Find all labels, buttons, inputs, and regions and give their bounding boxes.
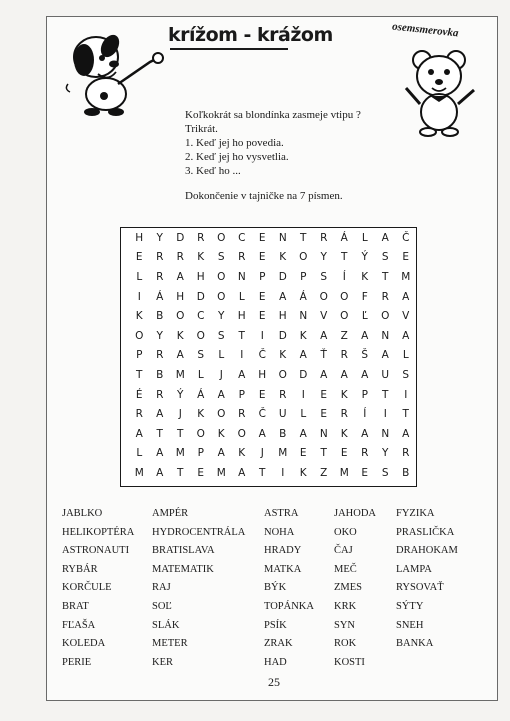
grid-letter: S: [381, 466, 389, 479]
grid-letter: Č: [402, 231, 410, 244]
word-item: KOSTI: [334, 656, 365, 668]
page-title: krížom - krážom: [168, 24, 333, 46]
word-item: SYN: [334, 619, 356, 631]
grid-letter: I: [404, 388, 408, 401]
grid-letter: A: [299, 427, 307, 440]
grid-letter: T: [177, 427, 184, 440]
word-column: [152, 505, 245, 672]
grid-letter: H: [176, 290, 185, 303]
grid-letter: E: [258, 251, 266, 264]
joke-line-2: 2. Keď jej ho vysvetlia.: [185, 151, 289, 163]
grid-letter: K: [238, 447, 246, 460]
grid-letter: O: [340, 310, 349, 323]
joke-question: Koľkokrát sa blondínka zasmeje vtipu ?: [185, 109, 361, 121]
grid-letter: I: [281, 466, 285, 479]
word-item: FYZIKA: [396, 508, 435, 519]
grid-letter: R: [361, 447, 369, 460]
grid-letter: A: [238, 466, 246, 479]
grid-letter: T: [156, 427, 163, 440]
grid-letter: O: [237, 427, 246, 440]
grid-letter: D: [278, 329, 287, 342]
grid-letter: A: [402, 427, 410, 440]
grid-letter: H: [278, 310, 287, 323]
grid-letter: H: [258, 368, 267, 381]
grid-letter: K: [197, 408, 205, 421]
grid-letter: K: [279, 349, 287, 362]
grid-letter: O: [196, 329, 205, 342]
grid-letter: M: [216, 466, 226, 479]
word-item: HAD: [264, 656, 287, 668]
word-item: LAMPA: [396, 563, 432, 575]
grid-letter: L: [197, 368, 204, 381]
dog-cartoon-icon: [58, 22, 168, 117]
grid-letter: E: [402, 251, 410, 264]
word-item: BÝK: [264, 582, 287, 594]
word-item: ROK: [334, 638, 357, 650]
word-item: FĽAŠA: [62, 619, 96, 631]
word-item: AMPÉR: [152, 508, 189, 519]
grid-letter: A: [238, 368, 246, 381]
word-item: SNEH: [396, 619, 424, 631]
word-item: KRK: [334, 600, 357, 612]
grid-letter: A: [258, 427, 266, 440]
grid-letter: T: [238, 329, 245, 342]
word-search-grid: [120, 227, 417, 487]
grid-letter: M: [339, 466, 349, 479]
grid-letter: H: [135, 231, 144, 244]
grid-letter: E: [258, 231, 266, 244]
grid-row: [121, 346, 416, 366]
grid-letter: A: [361, 427, 369, 440]
grid-letter: Ý: [361, 251, 368, 264]
grid-letter: Ť: [320, 349, 327, 362]
grid-letter: S: [320, 270, 328, 283]
grid-letter: E: [320, 388, 328, 401]
grid-letter: R: [340, 349, 348, 362]
grid-letter: T: [300, 231, 307, 244]
grid-letter: O: [381, 310, 390, 323]
grid-letter: R: [381, 290, 389, 303]
grid-letter: E: [258, 310, 266, 323]
grid-letter: O: [217, 231, 226, 244]
joke-line-1: 1. Keď jej ho povedia.: [185, 137, 284, 149]
grid-letter: F: [361, 290, 368, 303]
grid-letter: U: [278, 408, 287, 421]
grid-letter: O: [217, 408, 226, 421]
grid-letter: K: [340, 427, 348, 440]
grid-letter: S: [381, 251, 389, 264]
grid-letter: D: [196, 290, 205, 303]
grid-letter: L: [402, 349, 409, 362]
grid-letter: T: [382, 388, 389, 401]
grid-letter: B: [402, 466, 410, 479]
grid-letter: Y: [156, 329, 163, 342]
grid-letter: K: [217, 427, 225, 440]
grid-letter: E: [361, 466, 369, 479]
grid-letter: T: [382, 270, 389, 283]
grid-letter: T: [402, 408, 409, 421]
grid-row: [121, 365, 416, 385]
grid-letter: Á: [156, 290, 164, 303]
word-item: NOHA: [264, 526, 295, 538]
grid-letter: P: [361, 388, 368, 401]
grid-letter: I: [260, 329, 264, 342]
grid-letter: O: [176, 310, 185, 323]
grid-letter: P: [136, 349, 143, 362]
grid-letter: H: [196, 270, 205, 283]
grid-letter: D: [299, 368, 308, 381]
title-underline: [170, 48, 288, 50]
grid-letter: Č: [258, 408, 266, 421]
grid-letter: N: [299, 310, 308, 323]
grid-row: [121, 287, 416, 307]
grid-letter: N: [237, 270, 246, 283]
grid-letter: T: [320, 447, 327, 460]
word-item: BRAT: [62, 600, 89, 612]
grid-letter: O: [135, 329, 144, 342]
grid-letter: T: [136, 368, 143, 381]
grid-letter: É: [135, 388, 143, 401]
joke-answer: Trikrát.: [185, 123, 218, 135]
grid-letter: I: [240, 349, 244, 362]
grid-letter: E: [258, 290, 266, 303]
grid-letter: C: [197, 310, 205, 323]
grid-letter: Á: [340, 231, 348, 244]
word-item: ČAJ: [334, 545, 353, 557]
word-item: SÝTY: [396, 600, 424, 612]
puzzle-hint: Dokončenie v tajničke na 7 písmen.: [185, 190, 343, 202]
grid-letter: L: [136, 447, 143, 460]
grid-letter: L: [238, 290, 245, 303]
grid-letter: Ľ: [361, 310, 368, 323]
grid-letter: Y: [156, 231, 163, 244]
grid-row: [121, 306, 416, 326]
grid-letter: Á: [197, 388, 205, 401]
word-item: JABLKO: [62, 508, 103, 519]
grid-letter: Á: [299, 290, 307, 303]
grid-letter: S: [217, 329, 225, 342]
grid-letter: A: [340, 368, 348, 381]
grid-letter: K: [361, 270, 369, 283]
page-subtitle: osemsmerovka: [391, 20, 460, 40]
grid-letter: M: [175, 447, 185, 460]
grid-letter: H: [237, 310, 246, 323]
grid-letter: O: [278, 368, 287, 381]
grid-row: [121, 385, 416, 405]
grid-row: [121, 404, 416, 424]
grid-letter: A: [156, 466, 164, 479]
grid-letter: A: [402, 329, 410, 342]
grid-row: [121, 424, 416, 444]
grid-letter: Č: [258, 349, 266, 362]
word-item: DRAHOKAM: [396, 545, 458, 557]
word-item: METER: [152, 638, 188, 650]
grid-letter: R: [156, 349, 164, 362]
grid-letter: E: [135, 251, 143, 264]
grid-letter: E: [258, 388, 266, 401]
word-item: MATEMATIK: [152, 563, 214, 575]
grid-letter: L: [361, 231, 368, 244]
grid-letter: N: [381, 427, 390, 440]
grid-letter: A: [320, 368, 328, 381]
grid-letter: Í: [342, 270, 346, 283]
grid-letter: A: [176, 270, 184, 283]
grid-letter: J: [178, 408, 182, 421]
grid-letter: R: [320, 231, 328, 244]
word-item: PERIE: [62, 656, 92, 668]
grid-letter: A: [320, 329, 328, 342]
grid-letter: R: [197, 231, 205, 244]
grid-letter: R: [156, 388, 164, 401]
grid-letter: M: [401, 270, 411, 283]
grid-letter: R: [135, 408, 143, 421]
page-number: 25: [268, 675, 280, 689]
grid-letter: E: [197, 466, 205, 479]
joke-line-3: 3. Keď ho ...: [185, 165, 241, 177]
grid-letter: Y: [218, 310, 225, 323]
grid-letter: A: [361, 368, 369, 381]
grid-letter: N: [381, 329, 390, 342]
grid-letter: M: [175, 368, 185, 381]
grid-letter: I: [137, 290, 141, 303]
grid-letter: B: [279, 427, 287, 440]
word-column: [396, 505, 458, 654]
grid-letter: A: [299, 349, 307, 362]
word-item: ZRAK: [264, 638, 293, 650]
joke-text: [185, 108, 361, 178]
grid-letter: Y: [382, 447, 389, 460]
grid-letter: A: [402, 290, 410, 303]
grid-letter: K: [197, 251, 205, 264]
word-item: MEČ: [334, 563, 357, 575]
word-item: KER: [152, 656, 173, 668]
word-item: PSÍK: [264, 619, 287, 631]
word-item: BRATISLAVA: [152, 545, 215, 557]
grid-letter: A: [361, 329, 369, 342]
grid-letter: Z: [320, 466, 328, 479]
grid-letter: Í: [363, 408, 367, 421]
grid-letter: K: [299, 466, 307, 479]
grid-letter: K: [135, 310, 143, 323]
grid-letter: P: [300, 270, 307, 283]
grid-letter: Y: [320, 251, 327, 264]
grid-letter: K: [176, 329, 184, 342]
word-item: TOPÁNKA: [264, 600, 314, 612]
grid-letter: L: [136, 270, 143, 283]
grid-letter: V: [320, 310, 328, 323]
word-column: [264, 505, 314, 672]
grid-row: [121, 248, 416, 268]
grid-letter: Š: [361, 349, 369, 362]
grid-letter: E: [299, 447, 307, 460]
grid-letter: O: [217, 290, 226, 303]
word-item: BANKA: [396, 638, 434, 650]
grid-letter: R: [238, 251, 246, 264]
word-item: RYBÁR: [62, 563, 98, 575]
grid-letter: R: [156, 251, 164, 264]
word-item: HRADY: [264, 545, 302, 557]
word-item: KOLEDA: [62, 638, 106, 650]
word-item: MATKA: [264, 563, 302, 575]
grid-letter: P: [197, 447, 204, 460]
grid-letter: R: [176, 251, 184, 264]
word-item: ASTRONAUTI: [62, 545, 130, 557]
grid-letter: R: [156, 270, 164, 283]
grid-row: [121, 326, 416, 346]
grid-letter: D: [176, 231, 185, 244]
grid-letter: A: [176, 349, 184, 362]
grid-row: [121, 267, 416, 287]
word-item: HYDROCENTRÁLA: [152, 526, 246, 538]
grid-letter: O: [217, 270, 226, 283]
grid-letter: R: [279, 388, 287, 401]
grid-letter: A: [381, 349, 389, 362]
grid-letter: B: [156, 368, 164, 381]
word-item: SOĽ: [152, 600, 172, 612]
word-item: RYSOVAŤ: [396, 582, 444, 594]
grid-letter: O: [299, 251, 308, 264]
grid-letter: A: [156, 408, 164, 421]
grid-row: [121, 444, 416, 464]
word-item: JAHODA: [334, 508, 376, 519]
grid-letter: C: [238, 231, 246, 244]
grid-letter: B: [156, 310, 164, 323]
word-column: [62, 505, 134, 672]
grid-letter: K: [279, 251, 287, 264]
grid-letter: E: [340, 447, 348, 460]
grid-letter: I: [383, 408, 387, 421]
grid-letter: R: [402, 447, 410, 460]
grid-letter: R: [340, 408, 348, 421]
grid-letter: O: [319, 290, 328, 303]
grid-letter: O: [340, 290, 349, 303]
grid-letter: S: [217, 251, 225, 264]
grid-letter: P: [238, 388, 245, 401]
bear-cartoon-icon: [400, 38, 480, 138]
grid-letter: V: [402, 310, 410, 323]
word-item: PRASLIČKA: [396, 526, 455, 538]
word-item: OKO: [334, 526, 357, 538]
grid-letter: T: [177, 466, 184, 479]
grid-letter: D: [278, 270, 287, 283]
grid-letter: A: [156, 447, 164, 460]
grid-letter: M: [278, 447, 288, 460]
word-item: ASTRA: [264, 508, 299, 519]
grid-letter: O: [196, 427, 205, 440]
grid-letter: I: [301, 388, 305, 401]
grid-letter: A: [217, 447, 225, 460]
grid-row: [121, 228, 416, 248]
word-column: [334, 505, 376, 672]
grid-letter: J: [219, 368, 223, 381]
grid-letter: A: [135, 427, 143, 440]
grid-letter: P: [259, 270, 266, 283]
grid-letter: K: [299, 329, 307, 342]
grid-letter: L: [218, 349, 225, 362]
grid-letter: A: [279, 290, 287, 303]
grid-letter: A: [217, 388, 225, 401]
word-item: RAJ: [152, 582, 171, 594]
grid-letter: L: [300, 408, 307, 421]
grid-letter: E: [320, 408, 328, 421]
grid-letter: Ý: [177, 388, 184, 401]
grid-letter: T: [341, 251, 348, 264]
grid-letter: M: [134, 466, 144, 479]
word-item: HELIKOPTÉRA: [62, 526, 135, 538]
grid-letter: U: [381, 368, 390, 381]
grid-letter: Z: [340, 329, 348, 342]
grid-letter: A: [381, 231, 389, 244]
grid-letter: R: [238, 408, 246, 421]
grid-letter: N: [278, 231, 287, 244]
word-item: ZMES: [334, 582, 363, 594]
grid-letter: K: [340, 388, 348, 401]
grid-letter: T: [259, 466, 266, 479]
grid-row: [121, 463, 416, 483]
grid-letter: S: [197, 349, 205, 362]
word-item: SLÁK: [152, 619, 180, 631]
word-item: KORČULE: [62, 582, 112, 594]
grid-letter: N: [319, 427, 328, 440]
grid-letter: S: [402, 368, 410, 381]
grid-letter: J: [260, 447, 264, 460]
